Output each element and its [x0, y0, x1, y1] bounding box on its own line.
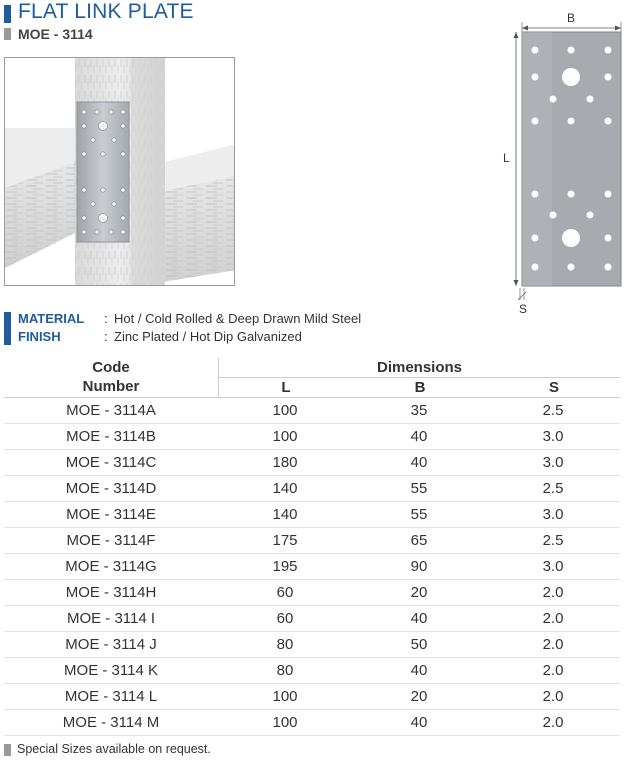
cell-s: 2.0: [542, 688, 564, 705]
spec-colon: :: [104, 329, 108, 344]
product-photo: [4, 57, 235, 286]
cell-code: MOE - 3114 J: [65, 636, 157, 653]
cell-l: 100: [272, 402, 298, 419]
dimension-label-b: B: [567, 11, 576, 25]
col-header-s: S: [548, 379, 559, 396]
cell-s: 2.5: [542, 480, 564, 497]
cell-l: 175: [272, 532, 298, 549]
cell-b: 65: [410, 532, 428, 549]
dimension-label-s: S: [519, 302, 528, 316]
cell-code: MOE - 3114E: [66, 506, 156, 523]
page-title: FLAT LINK PLATE: [18, 0, 194, 23]
spec-value: Zinc Plated / Hot Dip Galvanized: [114, 329, 302, 344]
cell-l: 140: [272, 506, 298, 523]
dimensions-table: [4, 358, 620, 736]
specifications: [4, 310, 424, 348]
code-header-line1: Code: [92, 359, 130, 376]
cell-s: 2.0: [542, 714, 564, 731]
cell-l: 80: [276, 636, 294, 653]
cell-l: 60: [276, 584, 294, 601]
table-row: [4, 554, 620, 580]
cell-b: 40: [410, 454, 428, 471]
cell-b: 50: [410, 636, 428, 653]
cell-s: 3.0: [542, 454, 564, 471]
table-body: [4, 398, 620, 736]
spec-label: FINISH: [18, 329, 61, 344]
special-sizes-note: Special Sizes available on request.: [17, 742, 211, 756]
cell-s: 3.0: [542, 428, 564, 445]
spec-material: [18, 311, 361, 328]
spec-label: MATERIAL: [18, 311, 85, 326]
cell-code: MOE - 3114C: [65, 454, 157, 471]
cell-s: 2.5: [542, 402, 564, 419]
cell-code: MOE - 3114G: [65, 558, 157, 575]
cell-b: 20: [410, 584, 428, 601]
dimension-label-l: L: [503, 151, 510, 165]
cell-s: 3.0: [542, 558, 564, 575]
cell-code: MOE - 3114D: [65, 480, 157, 497]
cell-l: 100: [272, 714, 298, 731]
cell-code: MOE - 3114 I: [66, 610, 156, 627]
cell-s: 2.0: [542, 636, 564, 653]
table-row: [4, 502, 620, 528]
code-header-line2: Number: [82, 378, 140, 395]
table-row: [4, 476, 620, 502]
cell-b: 90: [410, 558, 428, 575]
spec-finish: [18, 329, 302, 346]
cell-l: 100: [272, 688, 298, 705]
note-accent-bar: [4, 744, 11, 756]
subtitle-accent-bar: [4, 28, 11, 40]
table-row: [4, 658, 620, 684]
table-row: [4, 580, 620, 606]
table-row: [4, 424, 620, 450]
code-number-header: [4, 358, 218, 396]
cell-code: MOE - 3114 L: [64, 688, 158, 705]
table-row: [4, 450, 620, 476]
cell-l: 80: [276, 662, 294, 679]
spec-accent-bar: [4, 312, 11, 345]
product-photo-illustration: [5, 58, 235, 286]
cell-b: 40: [410, 662, 428, 679]
cell-b: 35: [410, 402, 428, 419]
plate-dimension-drawing: [500, 8, 626, 318]
cell-b: 40: [410, 714, 428, 731]
spec-value: Hot / Cold Rolled & Deep Drawn Mild Steel: [114, 311, 362, 326]
cell-b: 40: [410, 610, 428, 627]
table-header: [4, 358, 620, 398]
table-row: [4, 710, 620, 736]
cell-b: 40: [410, 428, 428, 445]
cell-l: 140: [272, 480, 298, 497]
technical-drawing: [500, 8, 626, 318]
cell-s: 3.0: [542, 506, 564, 523]
cell-code: MOE - 3114H: [65, 584, 157, 601]
col-header-b: B: [414, 379, 426, 396]
cell-l: 180: [272, 454, 298, 471]
table-row: [4, 528, 620, 554]
cell-l: 60: [276, 610, 294, 627]
cell-l: 100: [272, 428, 298, 445]
product-code: MOE - 3114: [18, 26, 93, 42]
table-row: [4, 606, 620, 632]
cell-code: MOE - 3114F: [66, 532, 156, 549]
spec-colon: :: [104, 311, 108, 326]
cell-s: 2.0: [542, 584, 564, 601]
cell-code: MOE - 3114A: [66, 402, 156, 419]
cell-b: 55: [410, 480, 428, 497]
col-header-l: L: [281, 379, 291, 396]
table-row: [4, 684, 620, 710]
cell-b: 55: [410, 506, 428, 523]
cell-code: MOE - 3114 M: [62, 714, 160, 731]
dimensions-header: Dimensions: [219, 358, 620, 378]
table-row: [4, 632, 620, 658]
title-accent-bar: [4, 5, 11, 23]
table-row: [4, 398, 620, 424]
cell-s: 2.0: [542, 610, 564, 627]
cell-s: 2.0: [542, 662, 564, 679]
cell-b: 20: [410, 688, 428, 705]
cell-code: MOE - 3114B: [66, 428, 156, 445]
cell-s: 2.5: [542, 532, 564, 549]
cell-code: MOE - 3114 K: [64, 662, 158, 679]
dimensions-header-group: [218, 358, 620, 398]
cell-l: 195: [272, 558, 298, 575]
